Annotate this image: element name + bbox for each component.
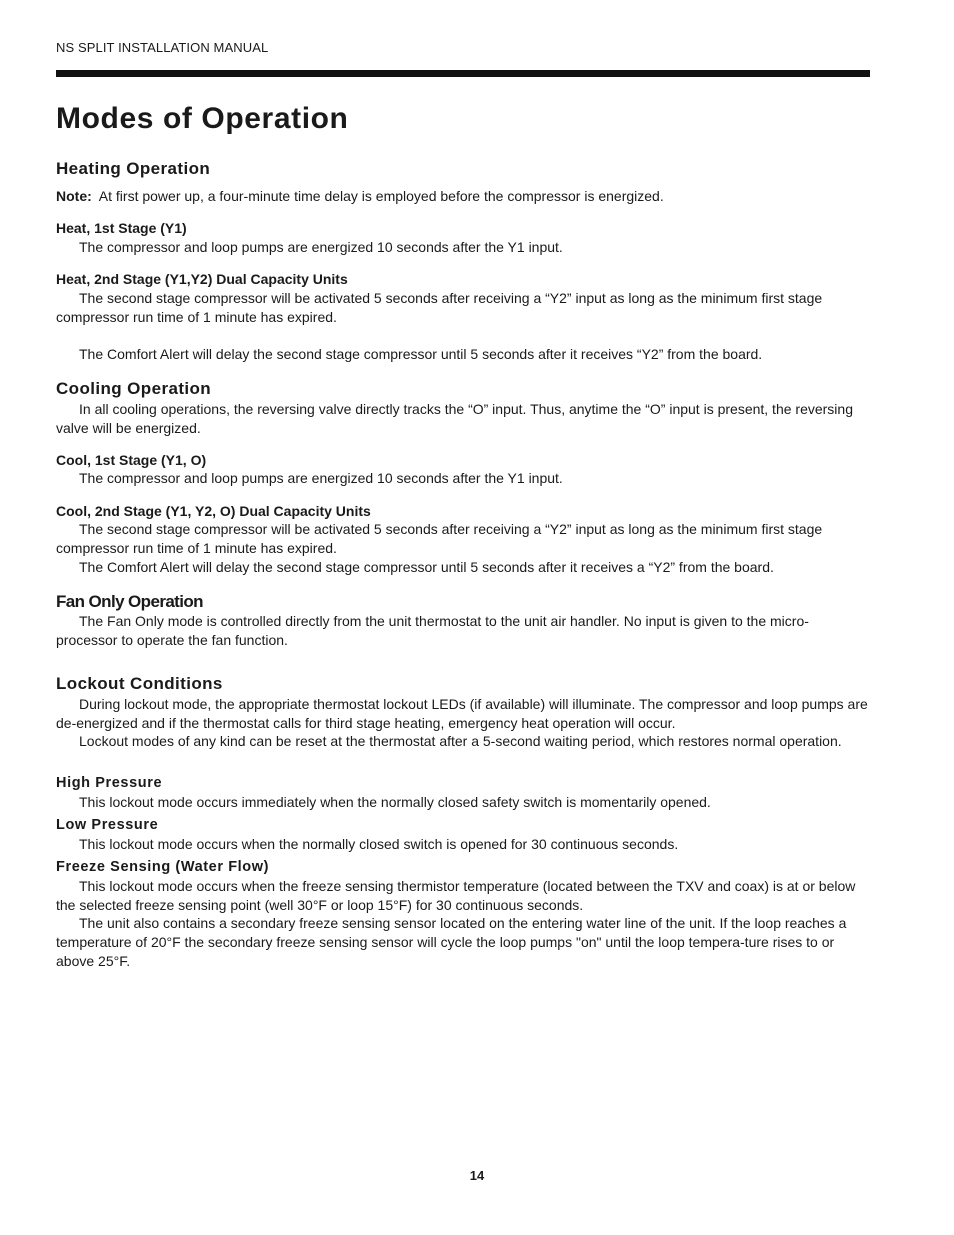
heating-note bbox=[56, 187, 870, 206]
cool-stage1-heading: Cool, 1st Stage (Y1, O) bbox=[56, 452, 207, 468]
freeze-sensing-text-1: This lockout mode occurs when the freeze sensing thermistor temperature (located between the TXV and coax) is at or below the selected freeze sensing point (well 30°F or loop 15°F) for 30 continuous seconds. bbox=[56, 878, 856, 913]
lockout-text-1: During lockout mode, the appropriate thermostat lockout LEDs (if available) will illuminate. The compressor and loop pumps are de-energized and if the thermostat calls for third stage heating, emergency heat operation will occur. bbox=[56, 696, 868, 731]
lockout-text-2: Lockout modes of any kind can be reset at the thermostat after a 5-second waiting period, which restores normal operation. bbox=[79, 733, 842, 749]
cool-stage2-comfort-alert: The Comfort Alert will delay the second stage compressor until 5 seconds after it receives a “Y2” from the board. bbox=[79, 559, 774, 575]
low-pressure-heading: Low Pressure bbox=[56, 817, 159, 833]
note-label: Note: bbox=[56, 188, 92, 204]
cooling-heading: Cooling Operation bbox=[56, 379, 212, 398]
heat-stage2-comfort-alert: The Comfort Alert will delay the second stage compressor until 5 seconds after it receives “Y2” from the board. bbox=[79, 346, 763, 362]
high-pressure-heading: High Pressure bbox=[56, 775, 163, 791]
cooling-intro: In all cooling operations, the reversing valve directly tracks the “O” input. Thus, anytime the “O” input is present, the reversing valve will be energized. bbox=[56, 401, 853, 436]
low-pressure-text: This lockout mode occurs when the normally closed switch is opened for 30 continuous seconds. bbox=[79, 836, 679, 852]
heat-stage1-text: The compressor and loop pumps are energized 10 seconds after the Y1 input. bbox=[79, 239, 563, 255]
cool-stage1-text: The compressor and loop pumps are energized 10 seconds after the Y1 input. bbox=[79, 470, 563, 486]
heat-stage2-text: The second stage compressor will be activated 5 seconds after receiving a “Y2” input as long as the minimum first stage compressor run time of 1 minute has expired. bbox=[56, 290, 823, 325]
cool-stage2-heading: Cool, 2nd Stage (Y1, Y2, O) Dual Capacity Units bbox=[56, 503, 371, 519]
heat-stage1-heading: Heat, 1st Stage (Y1) bbox=[56, 220, 187, 236]
fan-only-heading: Fan Only Operation bbox=[56, 592, 203, 611]
page-title: Modes of Operation bbox=[56, 102, 349, 135]
note-text: At first power up, a four-minute time delay is employed before the compressor is energized. bbox=[98, 188, 664, 204]
fan-only-text: The Fan Only mode is controlled directly from the unit thermostat to the unit air handler. No input is given to the micro-processor to operate the fan function. bbox=[56, 613, 809, 648]
page-number: 14 bbox=[469, 1168, 485, 1183]
heating-heading: Heating Operation bbox=[56, 159, 211, 178]
lockout-heading: Lockout Conditions bbox=[56, 674, 223, 693]
cool-stage2-text: The second stage compressor will be activated 5 seconds after receiving a “Y2” input as long as the minimum first stage compressor run time of 1 minute has expired. bbox=[56, 521, 823, 556]
freeze-sensing-heading: Freeze Sensing (Water Flow) bbox=[56, 859, 270, 875]
high-pressure-text: This lockout mode occurs immediately when the normally closed safety switch is momentarily opened. bbox=[79, 794, 711, 810]
freeze-sensing-text-2: The unit also contains a secondary freeze sensing sensor located on the entering water line of the unit. If the loop reaches a temperature of 20°F the secondary freeze sensing sensor will cycle the loop pumps "on" until the loop tempera-ture rises to or above 25°F. bbox=[56, 915, 847, 969]
manual-title: NS SPLIT INSTALLATION MANUAL bbox=[56, 40, 269, 55]
heat-stage2-heading: Heat, 2nd Stage (Y1,Y2) Dual Capacity Units bbox=[56, 271, 348, 287]
header-divider bbox=[56, 70, 870, 77]
